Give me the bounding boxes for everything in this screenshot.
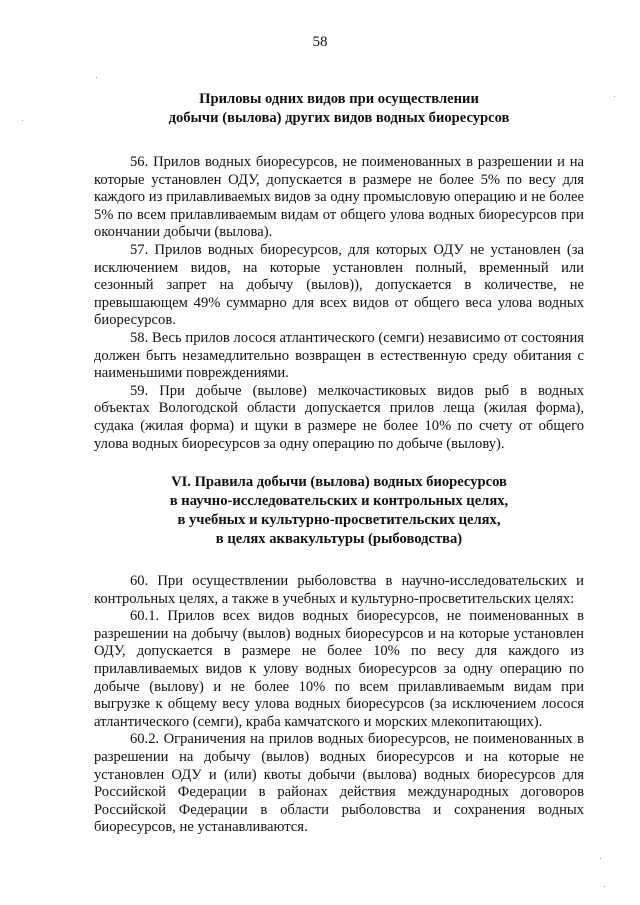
section-heading-bycatch <box>94 90 584 128</box>
heading-line: VI. Правила добычи (вылова) водных биоресурсов <box>171 474 507 491</box>
heading-line: в научно-исследовательских и контрольных целях, <box>169 493 509 510</box>
heading-line: в учебных и культурно-просветительских целях, <box>177 512 501 529</box>
paragraph-60: 60. При осуществлении рыболовства в научно-исследовательских и контрольных целях, а также в учебных и культурно-просветительских целях: <box>94 573 584 607</box>
paragraph-57: 57. Прилов водных биоресурсов, для которых ОДУ не установлен (за исключением видов, на которые установлен полный, временный или сезонный запрет на добычу (вылов)), допускается в количестве, не превышающем 49% суммарно для всех видов от общего веса улова водных биоресурсов. <box>94 241 584 329</box>
scan-speck <box>604 886 605 887</box>
paragraph-58: 58. Весь прилов лосося атлантического (семги) независимо от состояния должен быть незамедлительно возвращен в естественную среду обитания с наименьшими повреждениями. <box>94 329 584 382</box>
scan-speck <box>96 77 97 78</box>
paragraph-60-2: 60.2. Ограничения на прилов водных биоресурсов, не поименованных в разрешении на добычу (вылов) водных биоресурсов и на которые не установлен ОДУ и (или) квоты добычи (вылова) водных биоресурсов для Российской Федерации в районах действия международных договоров Российской Федерации в области рыболовства и сохранения водных биоресурсов, не устанавливаются. <box>94 731 584 836</box>
page-number: 58 <box>312 34 328 50</box>
heading-line: Приловы одних видов при осуществлении <box>199 91 479 107</box>
scan-speck <box>600 858 601 859</box>
paragraph-56: 56. Прилов водных биоресурсов, не поименованных в разрешении и на которые установлен ОДУ, допускается в размере не более 5% по весу для каждого из прилавливаемых видов за одну промысловую операцию и не более 5% по всем прилавливаемым видам от общего улова водных биоресурсов при окончании добычи (вылова). <box>94 154 584 241</box>
scan-speck <box>22 120 23 121</box>
scan-speck <box>614 96 615 97</box>
section-heading-chapter-vi <box>94 473 584 549</box>
paragraph-59: 59. При добыче (вылове) мелкочастиковых видов рыб в водных объектах Вологодской области допускается прилов леща (жилая форма), судака (жилая форма) и щуки в размере не более 10% по счету от общего улова водных биоресурсов за одну операцию по добыче (вылову). <box>94 382 584 452</box>
paragraph-60-1: 60.1. Прилов всех видов водных биоресурсов, не поименованных в разрешении на добычу (вылов) водных биоресурсов и на которые установлен ОДУ, допускается в размере не более 10% по весу для каждого из прилавливаемых видов к улову водных биоресурсов за одну операцию по добыче (вылову) и не более 10% по всем прилавливаемым видам при выгрузке к общему весу улова водных биоресурсов (за исключением лосося атлантического (семги), краба камчатского и морских млекопитающих). <box>94 608 584 730</box>
heading-line: в целях аквакультуры (рыбоводства) <box>215 531 463 548</box>
heading-line: добычи (вылова) других видов водных биоресурсов <box>168 110 510 126</box>
document-body <box>94 90 584 837</box>
